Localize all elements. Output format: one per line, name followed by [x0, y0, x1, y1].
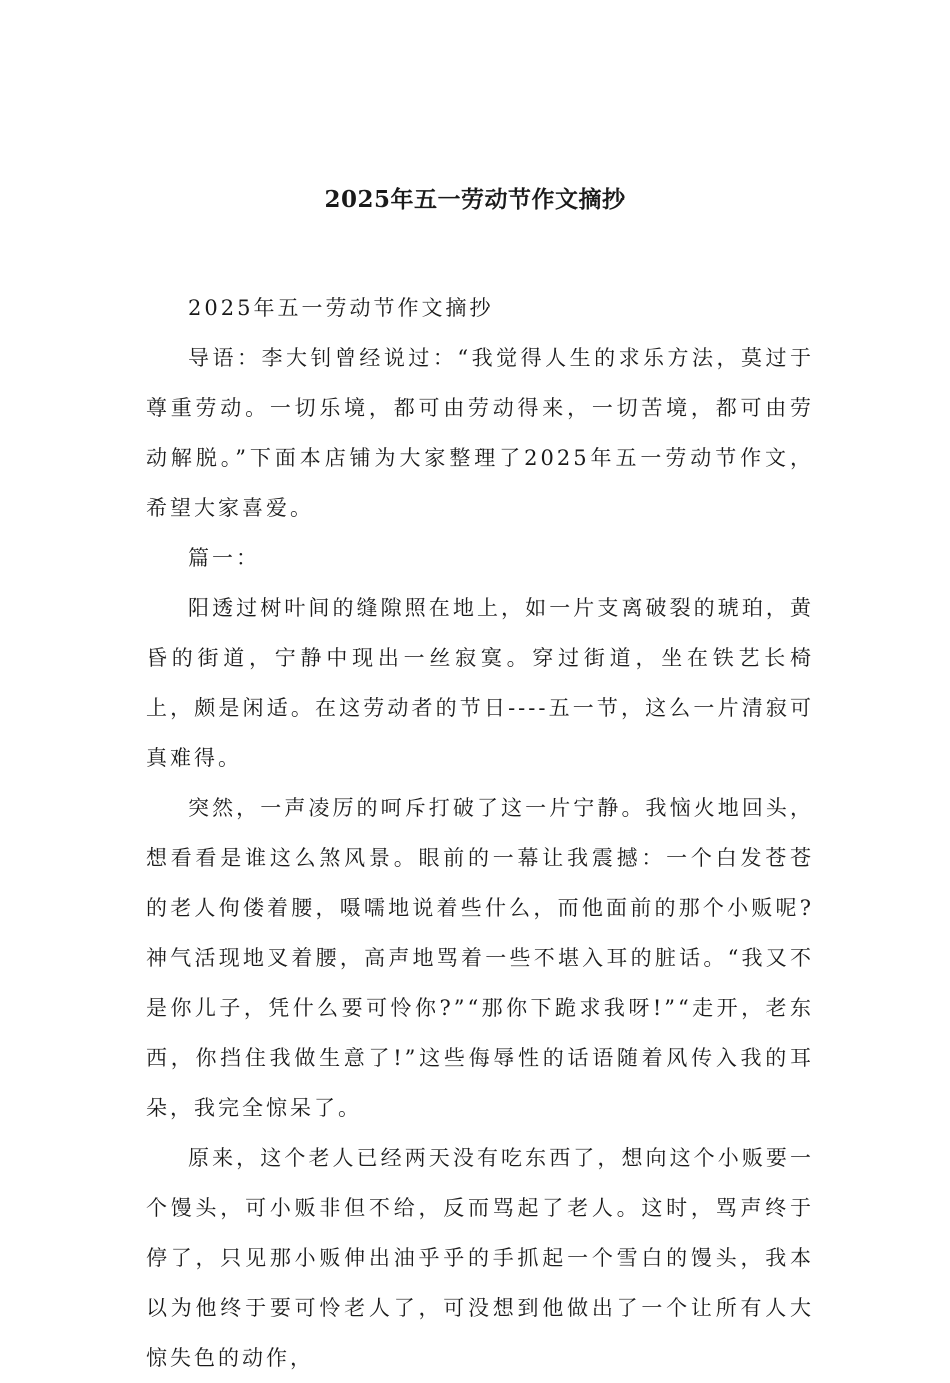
paragraph-section-label: 篇一：: [188, 546, 260, 570]
document-body: [146, 283, 814, 1383]
paragraph-body-1: 阳透过树叶间的缝隙照在地上，如一片支离破裂的琥珀，黄昏的街道，宁静中现出一丝寂寞。穿过街道，坐在铁艺长椅上，颇是闲适。在这劳动者的节日----五一节，这么一片清寂可真难得。: [146, 596, 814, 770]
paragraph-heading-repeat: 2025年五一劳动节作文摘抄: [188, 296, 494, 320]
paragraph-body-2: 突然，一声凌厉的呵斥打破了这一片宁静。我恼火地回头，想看看是谁这么煞风景。眼前的一幕让我震撼：一个白发苍苍的老人佝偻着腰，嗫嚅地说着些什么，而他面前的那个小贩呢?神气活现地叉着腰，高声地骂着一些不堪入耳的脏话。“我又不是你儿子，凭什么要可怜你?”“那你下跪求我呀!”“走开，老东西，你挡住我做生意了!”这些侮辱性的话语随着风传入我的耳朵，我完全惊呆了。: [146, 796, 814, 1120]
paragraph-body-3: 原来，这个老人已经两天没有吃东西了，想向这个小贩要一个馒头，可小贩非但不给，反而骂起了老人。这时，骂声终于停了，只见那小贩伸出油乎乎的手抓起一个雪白的馒头，我本以为他终于要可怜老人了，可没想到他做出了一个让所有人大惊失色的动作，: [146, 1146, 814, 1370]
paragraph-intro: 导语：李大钊曾经说过：“我觉得人生的求乐方法，莫过于尊重劳动。一切乐境，都可由劳动得来，一切苦境，都可由劳动解脱。”下面本店铺为大家整理了2025年五一劳动节作文，希望大家喜爱。: [146, 346, 814, 520]
document-title: 2025年五一劳动节作文摘抄: [324, 186, 626, 213]
